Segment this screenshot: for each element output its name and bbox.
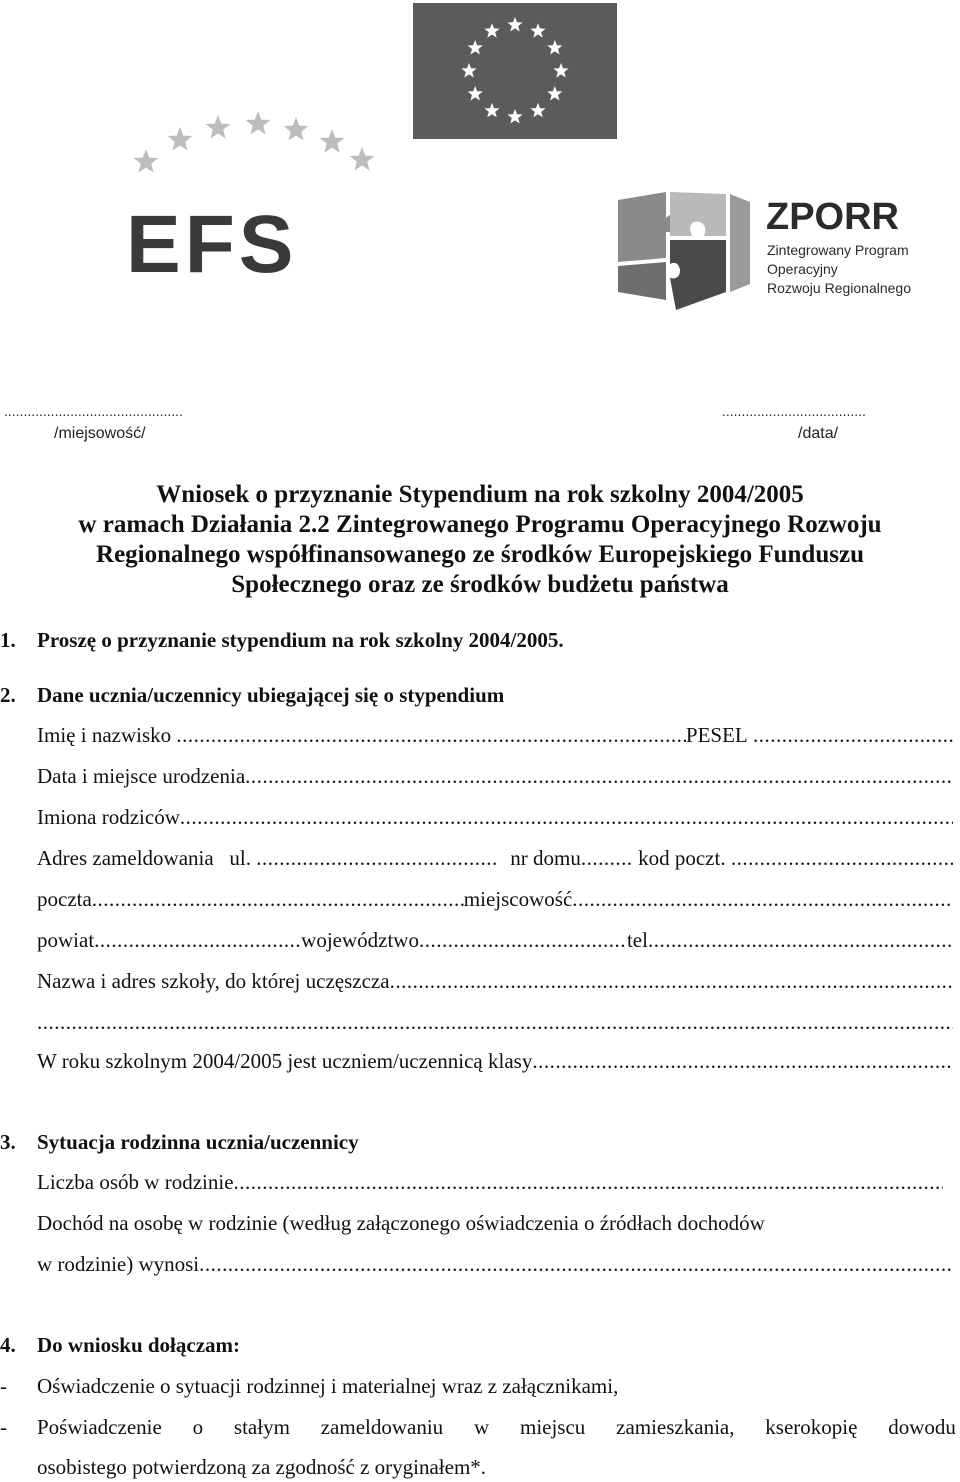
efs-star-icon	[246, 112, 271, 135]
attachment-item-1: Oświadczenie o sytuacji rodzinnej i materialnej wraz z załącznikami,	[37, 1374, 619, 1398]
date-label: /data/	[798, 425, 839, 442]
attachment-word: zameldowaniu	[320, 1415, 444, 1439]
birth-row	[37, 764, 953, 789]
efs-star-icon	[320, 129, 345, 153]
section-3-number: 3.	[0, 1130, 16, 1154]
section-4-number: 4.	[0, 1333, 16, 1357]
birth-label: Data i miejsce urodzenia	[37, 764, 246, 788]
parents-row	[37, 805, 953, 830]
attachment-word: zamieszkania,	[616, 1415, 735, 1439]
section-3-heading: Sytuacja rodzinna ucznia/uczennicy	[37, 1130, 359, 1154]
parents-field[interactable]	[180, 805, 953, 830]
puzzle-icon	[614, 188, 754, 313]
efs-star-icon	[206, 115, 231, 139]
eu-flag-logo	[413, 3, 617, 139]
title-line: Regionalnego współfinansowanego ze środków Europejskiego Funduszu	[96, 541, 864, 568]
pesel-field[interactable]	[753, 723, 953, 748]
persons-field[interactable]	[234, 1170, 943, 1195]
pesel-label: PESEL	[685, 723, 748, 747]
address-row	[37, 846, 953, 871]
persons-row	[37, 1170, 943, 1195]
town-label: miejscowość	[463, 887, 573, 911]
section-2-heading: Dane ucznia/uczennicy ubiegającej się o stypendium	[37, 683, 505, 707]
section-4-heading: Do wniosku dołączam:	[37, 1333, 241, 1357]
postcode-field[interactable]	[731, 846, 953, 871]
income-line-1: Dochód na osobę w rodzinie (według załączonego oświadczenia o źródłach dochodów	[37, 1211, 765, 1235]
zporr-subtitle-1: Zintegrowany Program	[767, 242, 909, 258]
county-label: powiat	[37, 928, 95, 952]
income-label: w rodzinie) wynosi	[37, 1252, 200, 1276]
title-line: w ramach Działania 2.2 Zintegrowanego Programu Operacyjnego Rozwoju	[78, 511, 882, 538]
attachment-word: stałym	[233, 1415, 290, 1439]
address-label: Adres zameldowania ul.	[37, 846, 257, 870]
title-line: Wniosek o przyznanie Stypendium na rok szkolny 2004/2005	[156, 481, 804, 508]
zporr-logo	[614, 188, 914, 313]
name-pesel-row	[37, 723, 953, 748]
list-dash: -	[0, 1415, 7, 1439]
title-line: Społecznego oraz ze środków budżetu państwa	[231, 571, 729, 598]
attachment-word: o	[192, 1415, 204, 1439]
voivodeship-field[interactable]	[419, 928, 627, 953]
attachment-word: kserokopię	[765, 1415, 858, 1439]
tel-label: tel	[626, 928, 648, 952]
efs-logo	[118, 112, 380, 280]
house-label: nr domu	[510, 846, 581, 870]
attachment-word: miejscu	[519, 1415, 586, 1439]
document-title	[0, 480, 960, 600]
name-label: Imię i nazwisko	[37, 723, 172, 747]
postcode-label: kod poczt.	[638, 846, 731, 870]
efs-star-icon	[350, 147, 375, 171]
school-field[interactable]	[390, 969, 953, 994]
post-field[interactable]	[92, 887, 464, 912]
section-1-text: Proszę o przyznanie stypendium na rok szkolny 2004/2005.	[37, 628, 564, 652]
place-field[interactable]: ..............................................	[4, 403, 183, 419]
income-row	[37, 1252, 951, 1277]
post-label: poczta	[37, 887, 92, 911]
svg-text:EFS: EFS	[126, 199, 298, 280]
section-1-number: 1.	[0, 628, 16, 652]
attachment-word: Poświadczenie	[37, 1415, 162, 1439]
class-row	[37, 1049, 953, 1074]
list-dash: -	[0, 1374, 7, 1398]
income-field[interactable]	[199, 1252, 951, 1277]
zporr-subtitle-3: Rozwoju Regionalnego	[767, 280, 911, 296]
school-field-2[interactable]	[37, 1010, 953, 1035]
school-row-2	[37, 1010, 953, 1035]
eu-stars-icon	[413, 3, 617, 139]
efs-star-icon	[134, 149, 159, 173]
birth-field[interactable]	[245, 764, 953, 789]
efs-star-icon	[168, 127, 193, 151]
class-field[interactable]	[532, 1049, 953, 1074]
zporr-subtitle-2: Operacyjny	[767, 261, 838, 277]
town-field[interactable]	[572, 887, 953, 912]
zporr-title: ZPORR	[766, 196, 899, 238]
section-2-number: 2.	[0, 683, 16, 707]
tel-field[interactable]	[648, 928, 953, 953]
attachment-item-2	[37, 1415, 956, 1440]
attachment-word: w	[474, 1415, 490, 1439]
school-label: Nazwa i adres szkoły, do której uczęszcza	[37, 969, 390, 993]
date-field[interactable]: .....................................	[722, 403, 866, 419]
parents-label: Imiona rodziców	[37, 805, 180, 829]
class-label: W roku szkolnym 2004/2005 jest uczniem/uczennicą klasy	[37, 1049, 533, 1073]
county-row	[37, 928, 953, 953]
attachment-item-2-cont: osobistego potwierdzoną za zgodność z oryginałem*.	[37, 1455, 487, 1479]
school-row	[37, 969, 953, 994]
efs-star-icon	[284, 117, 309, 141]
place-label: /miejsowość/	[54, 425, 146, 442]
county-field[interactable]	[94, 928, 301, 953]
voivodeship-label: województwo	[301, 928, 419, 952]
street-field[interactable]	[256, 846, 496, 871]
house-field[interactable]	[581, 846, 633, 871]
attachment-word: dowodu	[888, 1415, 956, 1439]
name-field[interactable]	[176, 723, 686, 748]
persons-label: Liczba osób w rodzinie	[37, 1170, 234, 1194]
post-row	[37, 887, 953, 912]
